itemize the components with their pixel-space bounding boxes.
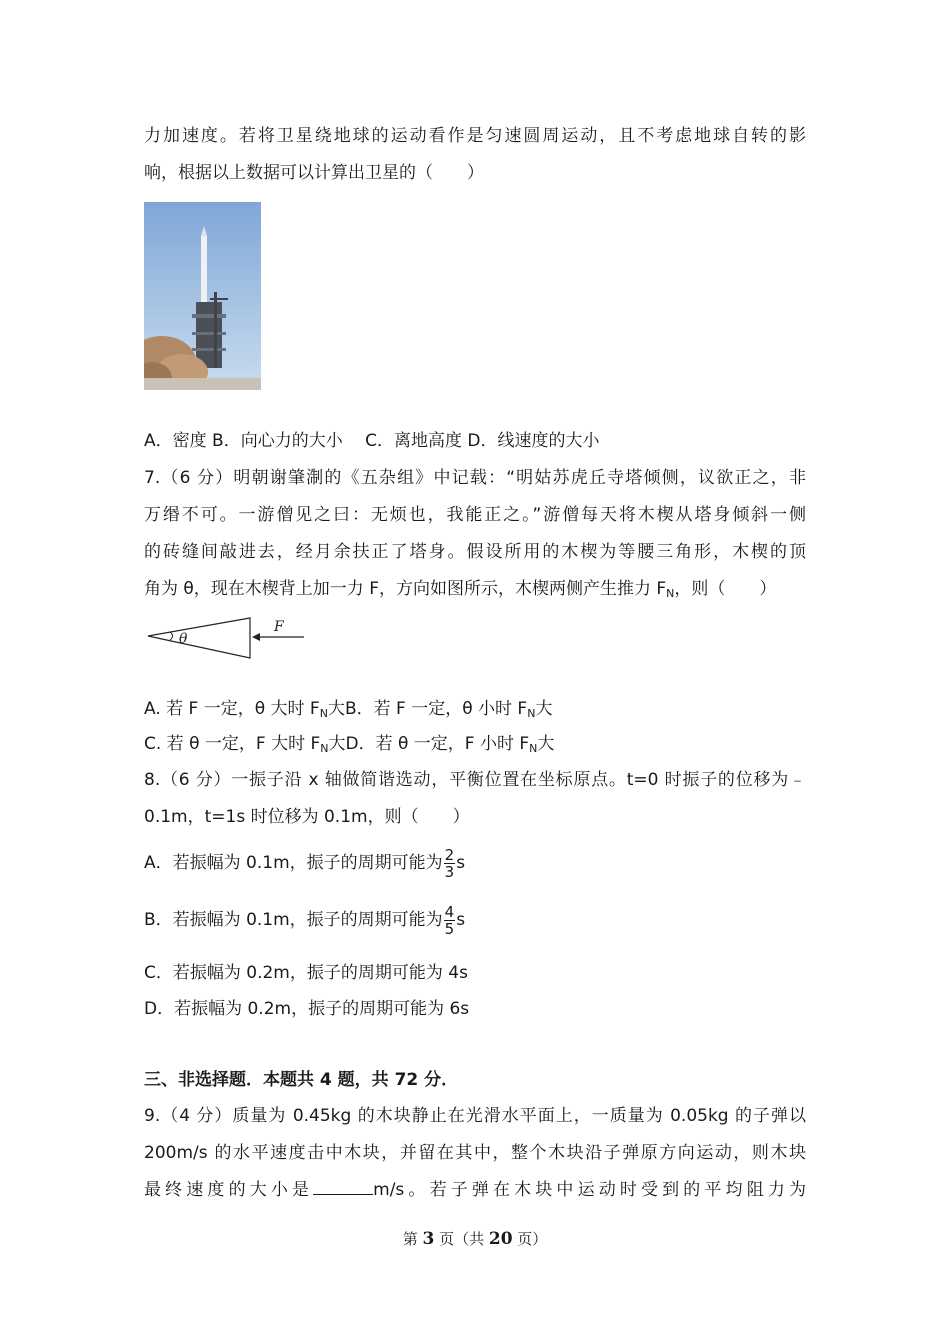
q7-option-d: D．若 θ 一定，F 小时 $F_N$大	[345, 734, 555, 755]
page-footer: 第 3 页（共 20 页）	[402, 1229, 548, 1249]
q7-options-cd	[144, 732, 554, 756]
q7-line-4-end: ，则（ ）	[674, 579, 777, 599]
q7-line-1: 7.（6 分）明朝谢肇淛的《五杂组》中记载：“明姑苏虎丘寺塔倾侧，议欲正之，非	[144, 468, 806, 488]
q7-option-c: C. 若 θ 一定，F 大时 $F_N$大	[144, 734, 346, 755]
intro-line-1: 力加速度。若将卫星绕地球的运动看作是匀速圆周运动，且不考虑地球自转的影	[144, 126, 806, 146]
q7-line-4-text: 角为 θ，现在木楔背上加一力 F，方向如图所示，木楔两侧产生推力 F	[144, 579, 667, 599]
q7-option-a: A. 若 F 一定，θ 大时 $F_N$大	[144, 699, 345, 720]
fraction: $\frac{2}{3}$	[444, 845, 455, 881]
q8-line-2: 0.1m，t=1s 时位移为 0.1m，则（ ）	[144, 807, 470, 827]
fraction: $\frac{4}{5}$	[444, 902, 455, 938]
q9-line-3: 最终速度的大小是 m/s。若子弹在木块中运动时受到的平均阻力为	[144, 1180, 806, 1200]
q8-option-d: D．若振幅为 0.2m，振子的周期可能为 6s	[144, 999, 470, 1019]
q7-line-2: 万缗不可。一游僧见之曰：无烦也，我能正之。”游僧每天将木楔从塔身倾斜一侧	[144, 505, 806, 525]
q7-line-3: 的砖缝间敲进去，经月余扶正了塔身。假设所用的木楔为等腰三角形，木楔的顶	[144, 542, 806, 562]
theta-label: θ	[179, 631, 188, 647]
force-label: F	[274, 619, 284, 635]
q8-option-c: C．若振幅为 0.2m，振子的周期可能为 4s	[144, 963, 468, 983]
q8-line-1: 8.（6 分）一振子沿 x 轴做简谐选动，平衡位置在坐标原点。t=0 时振子的位移为﹣	[144, 770, 806, 790]
q8-option-b: B．若振幅为 0.1m，振子的周期可能为 $\frac{4}{5}$ s	[144, 902, 466, 938]
section-heading: 三、非选择题．本题共 4 题，共 72 分．	[144, 1070, 459, 1090]
rocket-launch-photo	[144, 202, 261, 390]
q9-line-2: 200m/s 的水平速度击中木块，并留在其中，整个木块沿子弹原方向运动，则木块	[144, 1143, 806, 1163]
q7-line-4	[144, 577, 776, 601]
q8-option-a: A．若振幅为 0.1m，振子的周期可能为 $\frac{2}{3}$ s	[144, 845, 466, 881]
answer-blank[interactable]	[313, 1178, 373, 1195]
subscript-n: N	[666, 587, 675, 600]
total-pages: 20	[488, 1229, 513, 1249]
current-page: 3	[422, 1229, 435, 1249]
q9-line-1: 9.（4 分）质量为 0.45kg 的木块静止在光滑水平面上，一质量为 0.05kg 的子弹以	[144, 1106, 806, 1126]
wedge-force-diagram	[144, 612, 306, 668]
intro-line-2: 响，根据以上数据可以计算出卫星的（ ）	[144, 163, 484, 183]
q6-options: A．密度 B．向心力的大小 C．离地高度 D．线速度的大小	[144, 431, 600, 451]
q7-options-ab	[144, 697, 552, 721]
q7-option-b: B．若 F 一定，θ 小时 $F_N$大	[344, 699, 553, 720]
